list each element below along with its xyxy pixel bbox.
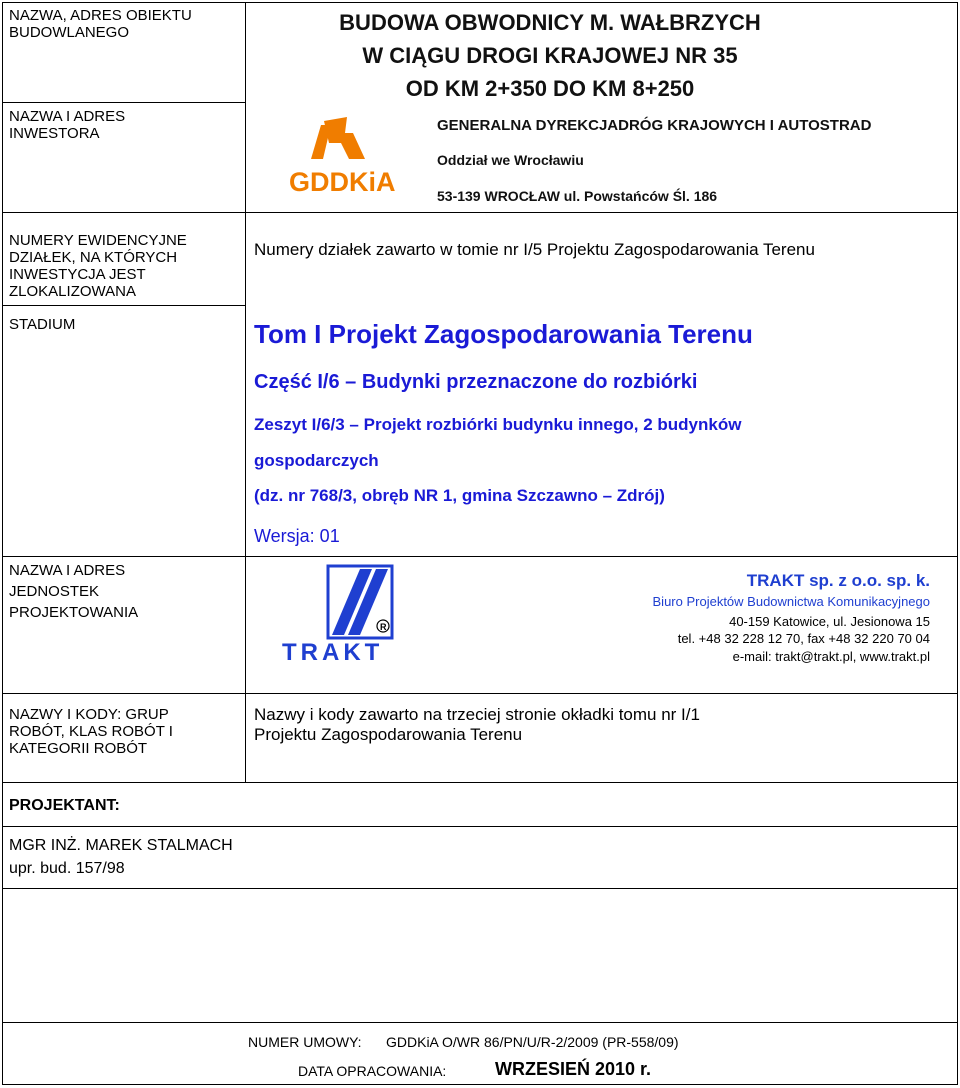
object-line-1: BUDOWA OBWODNICY M. WAŁBRZYCH	[339, 10, 761, 35]
label-parcels: NUMERY EWIDENCYJNE DZIAŁEK, NA KTÓRYCH INWESTYCJA JEST ZLOKALIZOWANA	[9, 232, 187, 300]
projektant-name: MGR INŻ. MAREK STALMACH	[9, 837, 233, 854]
codes-text	[254, 705, 700, 745]
contract-value: GDDKiA O/WR 86/PN/U/R-2/2009 (PR-558/09)	[386, 1034, 679, 1050]
date-label: DATA OPRACOWANIA:	[298, 1063, 447, 1079]
stage-zeszyt-3: (dz. nr 768/3, obręb NR 1, gmina Szczawno – Zdrój)	[254, 486, 665, 505]
stage-zeszyt-2: gospodarczych	[254, 451, 379, 470]
stage-zeszyt-1: Zeszyt I/6/3 – Projekt rozbiórki budynku innego, 2 budynków	[254, 415, 742, 434]
label-stage: STADIUM	[9, 316, 76, 333]
trakt-logo	[280, 563, 445, 663]
gddkia-logo	[287, 113, 412, 195]
designer-phone: tel. +48 32 228 12 70, fax +48 32 220 70 04	[677, 631, 930, 646]
contract-label: NUMER UMOWY:	[248, 1034, 362, 1050]
investor-name: GENERALNA DYREKCJADRÓG KRAJOWYCH I AUTOSTRAD	[437, 117, 872, 134]
gddkia-logo-text: GDDKiA	[289, 167, 396, 195]
parcels-text: Numery działek zawarto w tomie nr I/5 Projektu Zagospodarowania Terenu	[254, 240, 815, 259]
label-designer-units: NAZWA I ADRES JEDNOSTEK PROJEKTOWANIA	[9, 562, 139, 621]
stage-tom: Tom I Projekt Zagospodarowania Terenu	[254, 319, 753, 349]
codes-text-line-2: Projektu Zagospodarowania Terenu	[254, 725, 523, 744]
designer-email: e-mail: trakt@trakt.pl, www.trakt.pl	[732, 649, 930, 664]
projektant-heading: PROJEKTANT:	[9, 797, 120, 814]
investor-branch: Oddział we Wrocławiu	[437, 152, 584, 168]
codes-text-line-1: Nazwy i kody zawarto na trzeciej stronie okładki tomu nr I/1	[254, 705, 700, 724]
object-line-3: OD KM 2+350 DO KM 8+250	[405, 76, 695, 101]
stage-version: Wersja: 01	[254, 526, 340, 546]
label-codes: NAZWY I KODY: GRUP ROBÓT, KLAS ROBÓT I KATEGORII ROBÓT	[9, 706, 173, 757]
registered-mark: R	[380, 622, 387, 632]
designer-company: TRAKT sp. z o.o. sp. k.	[746, 571, 930, 590]
object-line-2: W CIĄGU DROGI KRAJOWEJ NR 35	[362, 43, 738, 68]
object-title	[250, 6, 850, 105]
designer-address: 40-159 Katowice, ul. Jesionowa 15	[729, 614, 930, 629]
trakt-logo-text: TRAKT	[282, 639, 384, 663]
date-value: WRZESIEŃ 2010 r.	[495, 1059, 652, 1079]
investor-address: 53-139 WROCŁAW ul. Powstańców Śl. 186	[437, 188, 718, 204]
label-object: NAZWA, ADRES OBIEKTU BUDOWLANEGO	[9, 7, 192, 41]
gddkia-mark-shape	[324, 117, 365, 159]
label-investor: NAZWA I ADRES INWESTORA	[9, 108, 126, 142]
designer-desc: Biuro Projektów Budownictwa Komunikacyjnego	[652, 594, 930, 609]
stage-czesc: Część I/6 – Budynki przeznaczone do rozbiórki	[254, 371, 698, 393]
gddkia-mark-stripe	[311, 125, 331, 159]
projektant-license: upr. bud. 157/98	[9, 860, 125, 877]
